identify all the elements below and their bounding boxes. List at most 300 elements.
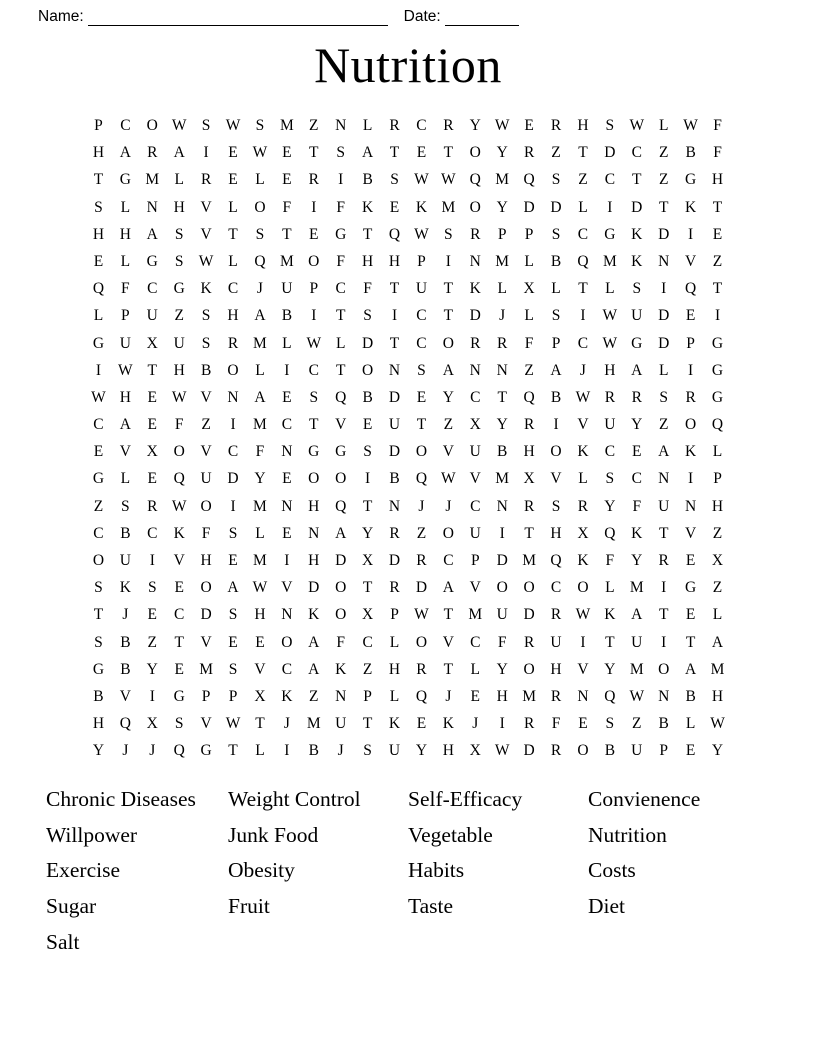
grid-cell[interactable]: B: [200, 361, 212, 379]
grid-cell[interactable]: Z: [632, 715, 642, 733]
grid-cell[interactable]: C: [174, 606, 185, 624]
grid-cell[interactable]: X: [146, 334, 158, 352]
grid-cell[interactable]: A: [146, 225, 158, 243]
grid-cell[interactable]: L: [255, 524, 265, 542]
grid-cell[interactable]: F: [336, 252, 345, 270]
grid-cell[interactable]: L: [605, 579, 615, 597]
grid-cell[interactable]: L: [578, 470, 588, 488]
grid-cell[interactable]: K: [308, 606, 320, 624]
grid-cell[interactable]: E: [93, 252, 104, 270]
grid-cell[interactable]: L: [712, 443, 723, 461]
grid-cell[interactable]: L: [255, 171, 265, 189]
grid-cell[interactable]: O: [173, 443, 185, 461]
grid-cell[interactable]: M: [279, 117, 294, 134]
grid-cell[interactable]: O: [442, 524, 454, 542]
grid-cell[interactable]: K: [631, 524, 643, 542]
grid-cell[interactable]: D: [415, 579, 428, 597]
grid-cell[interactable]: I: [661, 633, 667, 651]
word-list-item[interactable]: Weight Control: [228, 787, 361, 811]
grid-cell[interactable]: R: [550, 117, 562, 134]
grid-cell[interactable]: V: [200, 443, 212, 461]
grid-cell[interactable]: W: [575, 606, 591, 624]
grid-cell[interactable]: J: [472, 715, 479, 733]
grid-cell[interactable]: R: [389, 579, 400, 597]
grid-cell[interactable]: O: [523, 579, 535, 597]
grid-cell[interactable]: L: [524, 307, 534, 325]
grid-cell[interactable]: D: [200, 606, 212, 624]
grid-cell[interactable]: Y: [604, 497, 616, 515]
grid-cell[interactable]: K: [442, 715, 454, 733]
grid-cell[interactable]: I: [311, 198, 317, 216]
grid-cell[interactable]: H: [92, 715, 105, 733]
grid-cell[interactable]: H: [92, 144, 105, 162]
grid-cell[interactable]: D: [388, 388, 401, 406]
grid-cell[interactable]: P: [470, 552, 480, 569]
grid-cell[interactable]: E: [147, 388, 158, 406]
date-input-line[interactable]: [445, 10, 519, 26]
grid-cell[interactable]: V: [685, 252, 697, 270]
grid-cell[interactable]: O: [469, 144, 481, 162]
grid-cell[interactable]: M: [710, 660, 725, 678]
grid-cell[interactable]: L: [362, 117, 373, 134]
word-list-item[interactable]: Diet: [588, 894, 626, 919]
grid-cell[interactable]: A: [254, 388, 266, 406]
grid-cell[interactable]: C: [577, 225, 589, 243]
grid-cell[interactable]: N: [577, 687, 589, 705]
grid-cell[interactable]: E: [416, 144, 427, 162]
grid-cell[interactable]: J: [445, 687, 452, 705]
grid-cell[interactable]: S: [336, 144, 345, 162]
grid-cell[interactable]: H: [496, 687, 508, 705]
grid-cell[interactable]: S: [228, 660, 238, 678]
grid-cell[interactable]: W: [118, 361, 133, 379]
grid-cell[interactable]: V: [469, 579, 481, 597]
grid-cell[interactable]: O: [658, 660, 670, 678]
grid-cell[interactable]: L: [174, 171, 184, 189]
grid-cell[interactable]: S: [632, 280, 642, 298]
grid-cell[interactable]: J: [499, 307, 506, 325]
grid-cell[interactable]: P: [551, 334, 561, 352]
grid-cell[interactable]: H: [308, 497, 320, 515]
grid-cell[interactable]: U: [173, 334, 185, 352]
grid-cell[interactable]: O: [442, 334, 454, 352]
grid-cell[interactable]: I: [284, 742, 290, 760]
grid-cell[interactable]: K: [335, 660, 347, 678]
grid-cell[interactable]: I: [311, 307, 317, 325]
grid-cell[interactable]: I: [284, 361, 290, 379]
grid-cell[interactable]: S: [605, 117, 615, 134]
grid-cell[interactable]: Q: [469, 171, 481, 189]
grid-cell[interactable]: I: [688, 225, 694, 243]
grid-cell[interactable]: W: [171, 497, 187, 515]
grid-cell[interactable]: C: [443, 552, 454, 569]
grid-cell[interactable]: N: [469, 361, 481, 379]
grid-cell[interactable]: W: [414, 606, 429, 624]
grid-cell[interactable]: F: [605, 552, 615, 569]
grid-cell[interactable]: H: [711, 497, 724, 515]
grid-cell[interactable]: L: [685, 715, 696, 733]
grid-cell[interactable]: D: [362, 334, 374, 352]
grid-cell[interactable]: M: [253, 552, 267, 569]
grid-cell[interactable]: W: [494, 117, 510, 134]
grid-cell[interactable]: W: [171, 117, 187, 134]
grid-cell[interactable]: A: [335, 524, 347, 542]
grid-cell[interactable]: C: [416, 307, 427, 325]
grid-cell[interactable]: T: [389, 334, 400, 352]
grid-cell[interactable]: O: [415, 443, 428, 461]
grid-cell[interactable]: F: [713, 144, 722, 162]
grid-cell[interactable]: R: [577, 497, 589, 515]
grid-cell[interactable]: I: [365, 470, 371, 488]
grid-cell[interactable]: I: [149, 687, 155, 705]
grid-cell[interactable]: E: [282, 171, 292, 189]
grid-cell[interactable]: L: [658, 117, 669, 134]
grid-cell[interactable]: P: [201, 687, 211, 705]
grid-cell[interactable]: O: [146, 117, 158, 134]
grid-cell[interactable]: R: [227, 334, 239, 352]
grid-cell[interactable]: Y: [146, 660, 158, 678]
grid-cell[interactable]: Q: [415, 470, 428, 488]
grid-cell[interactable]: O: [254, 198, 266, 216]
grid-cell[interactable]: M: [629, 660, 644, 678]
grid-cell[interactable]: K: [388, 715, 401, 733]
grid-cell[interactable]: G: [92, 334, 105, 352]
grid-cell[interactable]: X: [523, 470, 535, 488]
grid-cell[interactable]: K: [685, 443, 697, 461]
grid-cell[interactable]: G: [92, 470, 105, 488]
grid-cell[interactable]: Q: [415, 687, 428, 705]
grid-cell[interactable]: N: [685, 497, 697, 515]
grid-cell[interactable]: M: [629, 579, 644, 597]
grid-cell[interactable]: W: [91, 388, 106, 406]
grid-cell[interactable]: H: [388, 660, 401, 678]
grid-cell[interactable]: B: [362, 388, 373, 406]
grid-cell[interactable]: L: [120, 470, 131, 488]
grid-cell[interactable]: G: [92, 660, 105, 678]
grid-cell[interactable]: V: [335, 416, 347, 434]
grid-cell[interactable]: F: [336, 198, 345, 216]
grid-cell[interactable]: K: [362, 198, 374, 216]
grid-cell[interactable]: D: [308, 579, 320, 597]
grid-cell[interactable]: O: [227, 361, 239, 379]
grid-cell[interactable]: O: [308, 470, 320, 488]
grid-cell[interactable]: M: [441, 198, 456, 216]
grid-cell[interactable]: X: [523, 280, 535, 298]
grid-cell[interactable]: Y: [496, 416, 508, 434]
grid-cell[interactable]: A: [173, 144, 185, 162]
grid-cell[interactable]: W: [171, 388, 187, 406]
grid-cell[interactable]: B: [550, 388, 562, 406]
grid-cell[interactable]: F: [363, 280, 372, 298]
grid-cell[interactable]: I: [580, 633, 586, 651]
grid-cell[interactable]: F: [524, 334, 534, 352]
grid-cell[interactable]: L: [578, 198, 588, 216]
grid-cell[interactable]: S: [363, 742, 372, 760]
grid-cell[interactable]: C: [604, 171, 616, 189]
grid-cell[interactable]: C: [281, 416, 293, 434]
grid-cell[interactable]: F: [713, 117, 722, 134]
grid-cell[interactable]: T: [416, 416, 427, 434]
grid-cell[interactable]: C: [470, 633, 481, 651]
grid-cell[interactable]: Y: [496, 198, 508, 216]
grid-cell[interactable]: M: [253, 497, 267, 515]
grid-cell[interactable]: T: [362, 497, 373, 515]
grid-cell[interactable]: B: [93, 687, 104, 705]
grid-cell[interactable]: O: [92, 552, 105, 569]
grid-cell[interactable]: O: [200, 579, 212, 597]
grid-cell[interactable]: L: [658, 361, 669, 379]
grid-cell[interactable]: T: [658, 198, 669, 216]
grid-cell[interactable]: J: [418, 497, 425, 515]
grid-cell[interactable]: C: [416, 334, 427, 352]
grid-cell[interactable]: C: [631, 144, 642, 162]
grid-cell[interactable]: S: [174, 252, 184, 270]
grid-cell[interactable]: X: [254, 687, 266, 705]
grid-cell[interactable]: G: [200, 742, 212, 760]
grid-cell[interactable]: H: [173, 361, 185, 379]
grid-cell[interactable]: F: [282, 198, 292, 216]
grid-cell[interactable]: V: [200, 388, 212, 406]
grid-cell[interactable]: T: [524, 524, 534, 542]
grid-cell[interactable]: B: [120, 524, 131, 542]
grid-cell[interactable]: S: [363, 307, 372, 325]
grid-cell[interactable]: N: [146, 198, 158, 216]
grid-cell[interactable]: M: [495, 171, 510, 189]
grid-cell[interactable]: T: [93, 606, 104, 624]
word-list-item[interactable]: Habits: [408, 858, 465, 883]
grid-cell[interactable]: U: [388, 742, 401, 760]
grid-cell[interactable]: V: [200, 633, 212, 651]
grid-cell[interactable]: B: [389, 470, 400, 488]
grid-cell[interactable]: W: [306, 334, 322, 352]
grid-cell[interactable]: B: [497, 443, 508, 461]
grid-cell[interactable]: I: [391, 307, 398, 325]
grid-cell[interactable]: Z: [309, 117, 319, 134]
grid-cell[interactable]: H: [523, 443, 535, 461]
grid-cell[interactable]: F: [497, 633, 507, 651]
grid-cell[interactable]: S: [255, 225, 265, 243]
grid-cell[interactable]: J: [149, 742, 156, 760]
grid-cell[interactable]: A: [119, 416, 131, 434]
grid-cell[interactable]: R: [550, 606, 562, 624]
grid-cell[interactable]: Q: [550, 552, 562, 569]
grid-cell[interactable]: Q: [335, 388, 347, 406]
grid-cell[interactable]: I: [580, 307, 586, 325]
grid-cell[interactable]: Q: [173, 742, 185, 760]
grid-cell[interactable]: O: [308, 252, 320, 270]
grid-cell[interactable]: U: [631, 633, 643, 651]
grid-cell[interactable]: W: [602, 307, 618, 325]
grid-cell[interactable]: Z: [443, 416, 454, 434]
grid-cell[interactable]: E: [712, 225, 723, 243]
grid-cell[interactable]: U: [388, 416, 401, 434]
grid-cell[interactable]: K: [604, 606, 616, 624]
name-input-line[interactable]: [88, 10, 388, 26]
grid-cell[interactable]: A: [631, 361, 643, 379]
grid-cell[interactable]: S: [390, 171, 399, 189]
grid-cell[interactable]: Q: [604, 687, 616, 705]
grid-cell[interactable]: Z: [712, 252, 723, 270]
grid-cell[interactable]: Y: [415, 742, 428, 760]
grid-cell[interactable]: H: [92, 225, 105, 243]
grid-cell[interactable]: Z: [416, 524, 427, 542]
grid-cell[interactable]: P: [524, 225, 534, 243]
word-list-item[interactable]: Sugar: [46, 894, 97, 919]
grid-cell[interactable]: E: [416, 388, 427, 406]
word-list-item[interactable]: Exercise: [46, 858, 121, 883]
grid-cell[interactable]: T: [632, 171, 642, 189]
grid-cell[interactable]: B: [308, 742, 319, 760]
grid-cell[interactable]: T: [578, 144, 588, 162]
grid-cell[interactable]: Y: [92, 742, 105, 760]
grid-cell[interactable]: C: [308, 361, 319, 379]
grid-cell[interactable]: R: [470, 225, 481, 243]
grid-cell[interactable]: U: [469, 524, 481, 542]
grid-cell[interactable]: R: [443, 117, 454, 134]
grid-cell[interactable]: E: [578, 715, 588, 733]
grid-cell[interactable]: S: [228, 606, 238, 624]
grid-cell[interactable]: Q: [604, 524, 616, 542]
grid-cell[interactable]: G: [685, 579, 697, 597]
grid-cell[interactable]: E: [228, 144, 238, 162]
grid-cell[interactable]: J: [445, 497, 452, 515]
grid-cell[interactable]: T: [335, 307, 346, 325]
grid-cell[interactable]: E: [255, 633, 265, 651]
grid-cell[interactable]: R: [147, 144, 158, 162]
grid-cell[interactable]: B: [362, 171, 373, 189]
grid-cell[interactable]: W: [575, 388, 591, 406]
grid-cell[interactable]: S: [121, 497, 130, 515]
grid-cell[interactable]: I: [714, 307, 721, 325]
grid-cell[interactable]: Q: [388, 225, 401, 243]
grid-cell[interactable]: U: [604, 416, 616, 434]
grid-cell[interactable]: R: [308, 171, 319, 189]
grid-cell[interactable]: C: [281, 660, 293, 678]
grid-cell[interactable]: E: [362, 416, 373, 434]
grid-cell[interactable]: A: [685, 660, 697, 678]
word-list-item[interactable]: Chronic Diseases: [46, 787, 196, 811]
grid-cell[interactable]: S: [605, 470, 615, 488]
grid-cell[interactable]: R: [470, 334, 481, 352]
grid-cell[interactable]: Z: [174, 307, 184, 325]
grid-cell[interactable]: U: [469, 443, 481, 461]
grid-cell[interactable]: X: [469, 416, 481, 434]
grid-cell[interactable]: V: [119, 443, 131, 461]
grid-cell[interactable]: G: [146, 252, 158, 270]
grid-cell[interactable]: W: [494, 742, 510, 760]
grid-cell[interactable]: Y: [711, 742, 724, 760]
grid-cell[interactable]: T: [174, 633, 184, 651]
grid-cell[interactable]: Z: [658, 171, 669, 189]
grid-cell[interactable]: E: [416, 715, 427, 733]
grid-cell[interactable]: E: [685, 307, 696, 325]
grid-cell[interactable]: J: [122, 742, 129, 760]
grid-cell[interactable]: S: [659, 388, 668, 406]
grid-cell[interactable]: Y: [631, 552, 643, 569]
grid-cell[interactable]: I: [203, 144, 209, 162]
grid-cell[interactable]: I: [230, 416, 236, 434]
grid-cell[interactable]: W: [683, 117, 698, 134]
grid-cell[interactable]: G: [604, 225, 616, 243]
grid-cell[interactable]: M: [602, 252, 617, 270]
grid-cell[interactable]: S: [255, 117, 265, 134]
grid-cell[interactable]: L: [335, 334, 346, 352]
grid-cell[interactable]: F: [255, 443, 265, 461]
grid-cell[interactable]: V: [119, 687, 131, 705]
grid-cell[interactable]: G: [173, 280, 185, 298]
grid-cell[interactable]: W: [629, 687, 645, 705]
grid-cell[interactable]: S: [201, 117, 211, 134]
grid-cell[interactable]: I: [688, 361, 694, 379]
grid-cell[interactable]: R: [389, 524, 400, 542]
grid-cell[interactable]: A: [442, 579, 454, 597]
grid-cell[interactable]: C: [362, 633, 373, 651]
grid-cell[interactable]: B: [658, 715, 669, 733]
grid-cell[interactable]: H: [550, 524, 562, 542]
grid-cell[interactable]: T: [362, 225, 373, 243]
grid-cell[interactable]: R: [550, 742, 562, 760]
grid-cell[interactable]: W: [252, 144, 268, 162]
grid-cell[interactable]: R: [523, 633, 535, 651]
grid-cell[interactable]: F: [121, 280, 130, 298]
word-search-grid[interactable]: [85, 112, 731, 765]
grid-cell[interactable]: D: [496, 552, 508, 569]
grid-cell[interactable]: N: [658, 252, 670, 270]
grid-cell[interactable]: R: [604, 388, 616, 406]
grid-cell[interactable]: S: [174, 225, 184, 243]
grid-cell[interactable]: T: [497, 388, 507, 406]
word-list-item[interactable]: Self-Efficacy: [408, 787, 523, 811]
grid-cell[interactable]: Z: [658, 144, 669, 162]
grid-cell[interactable]: O: [415, 633, 428, 651]
grid-cell[interactable]: M: [522, 552, 537, 569]
grid-cell[interactable]: R: [416, 660, 427, 678]
grid-cell[interactable]: C: [93, 416, 104, 434]
grid-cell[interactable]: B: [120, 660, 131, 678]
grid-cell[interactable]: K: [631, 225, 643, 243]
grid-cell[interactable]: H: [119, 388, 131, 406]
grid-cell[interactable]: Y: [254, 470, 266, 488]
grid-cell[interactable]: O: [335, 470, 347, 488]
grid-cell[interactable]: U: [415, 280, 428, 298]
grid-cell[interactable]: J: [122, 606, 129, 624]
grid-cell[interactable]: E: [147, 416, 158, 434]
grid-cell[interactable]: J: [579, 361, 586, 379]
grid-cell[interactable]: E: [309, 225, 319, 243]
grid-cell[interactable]: I: [95, 361, 102, 379]
grid-cell[interactable]: E: [228, 633, 238, 651]
grid-cell[interactable]: S: [551, 225, 561, 243]
grid-cell[interactable]: Q: [254, 252, 266, 270]
grid-cell[interactable]: S: [94, 633, 103, 651]
grid-cell[interactable]: T: [389, 144, 400, 162]
grid-cell[interactable]: P: [121, 307, 130, 325]
grid-cell[interactable]: D: [469, 307, 481, 325]
grid-cell[interactable]: B: [685, 144, 696, 162]
grid-cell[interactable]: C: [577, 334, 589, 352]
grid-cell[interactable]: H: [442, 742, 454, 760]
grid-cell[interactable]: E: [93, 443, 104, 461]
grid-cell[interactable]: T: [255, 715, 265, 733]
grid-cell[interactable]: G: [173, 687, 185, 705]
grid-cell[interactable]: X: [362, 552, 374, 569]
grid-cell[interactable]: T: [578, 280, 588, 298]
grid-cell[interactable]: T: [389, 280, 400, 298]
grid-cell[interactable]: H: [388, 252, 401, 270]
grid-cell[interactable]: P: [713, 470, 722, 488]
grid-cell[interactable]: D: [523, 742, 535, 760]
grid-cell[interactable]: D: [550, 198, 562, 216]
